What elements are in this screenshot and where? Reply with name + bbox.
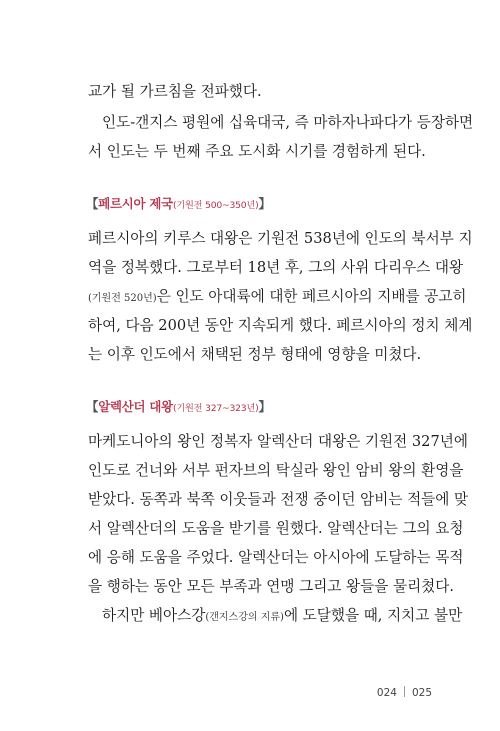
paragraph-line: 서 인도는 두 번째 주요 도시화 시기를 경험하게 된다.	[88, 143, 426, 160]
paragraph-line: 에 응해 도움을 주었다. 알렉산더는 아시아에 도달하는 목적	[88, 549, 464, 566]
paragraph-line	[88, 606, 463, 628]
paragraph-line: 하여, 다음 200년 동안 지속되게 했다. 페르시아의 정치 체계	[88, 317, 473, 334]
page-number-left: 024	[376, 687, 397, 699]
paragraph-line: 인도로 건너와 서부 펀자브의 탁실라 왕인 암비 왕의 환영을	[88, 462, 464, 479]
paragraph-line: 마케도니아의 왕인 정복자 알렉산더 대왕은 기원전 327년에	[88, 433, 468, 450]
bracket-open: 【	[86, 399, 99, 414]
paragraph-line: 서 알렉산더의 도움을 받기를 원했다. 알렉산더는 그의 요청	[88, 520, 464, 537]
paragraph-line: 역을 정복했다. 그로부터 18년 후, 그의 사위 다리우스 대왕	[88, 259, 464, 276]
inline-note: (갠지스강의 지류)	[205, 612, 284, 623]
page-numbers	[377, 686, 432, 699]
paragraph-line: 교가 될 가르침을 전파했다.	[88, 83, 262, 100]
page-number-right: 025	[411, 687, 432, 699]
section-heading-alexander	[86, 398, 271, 418]
page-number-divider	[404, 686, 405, 697]
paragraph-text: 에 도달했을 때, 지치고 불만	[283, 607, 463, 624]
inline-date-note: (기원전 520년)	[88, 293, 157, 304]
paragraph-text: 은 인도 아대륙에 대한 페르시아의 지배를 공고히	[156, 288, 467, 305]
section-heading-persian-empire	[86, 195, 271, 215]
section-title: 페르시아 제국	[98, 196, 173, 211]
paragraph-line: 을 행하는 동안 모든 부족과 연맹 그리고 왕들을 물리쳤다.	[88, 578, 454, 595]
bracket-open: 【	[86, 196, 99, 211]
paragraph-line: 페르시아의 키루스 대왕은 기원전 538년에 인도의 북서부 지	[88, 230, 473, 247]
paragraph-line: 는 이후 인도에서 채택된 정부 형태에 영향을 미쳤다.	[88, 346, 422, 363]
section-date: (기원전 500~350년)	[172, 200, 259, 211]
paragraph-line: 인도-갠지스 평원에 십육대국, 즉 마하자나파다가 등장하면	[102, 114, 474, 131]
bracket-close: 】	[258, 399, 271, 414]
paragraph-line: 받았다. 동쪽과 북쪽 이웃들과 전쟁 중이던 암비는 적들에 맞	[88, 491, 469, 508]
bracket-close: 】	[258, 196, 271, 211]
section-title: 알렉산더 대왕	[98, 399, 173, 414]
paragraph-line	[88, 287, 467, 309]
section-date: (기원전 327~323년)	[172, 403, 259, 414]
paragraph-text: 하지만 베아스강	[102, 607, 206, 624]
